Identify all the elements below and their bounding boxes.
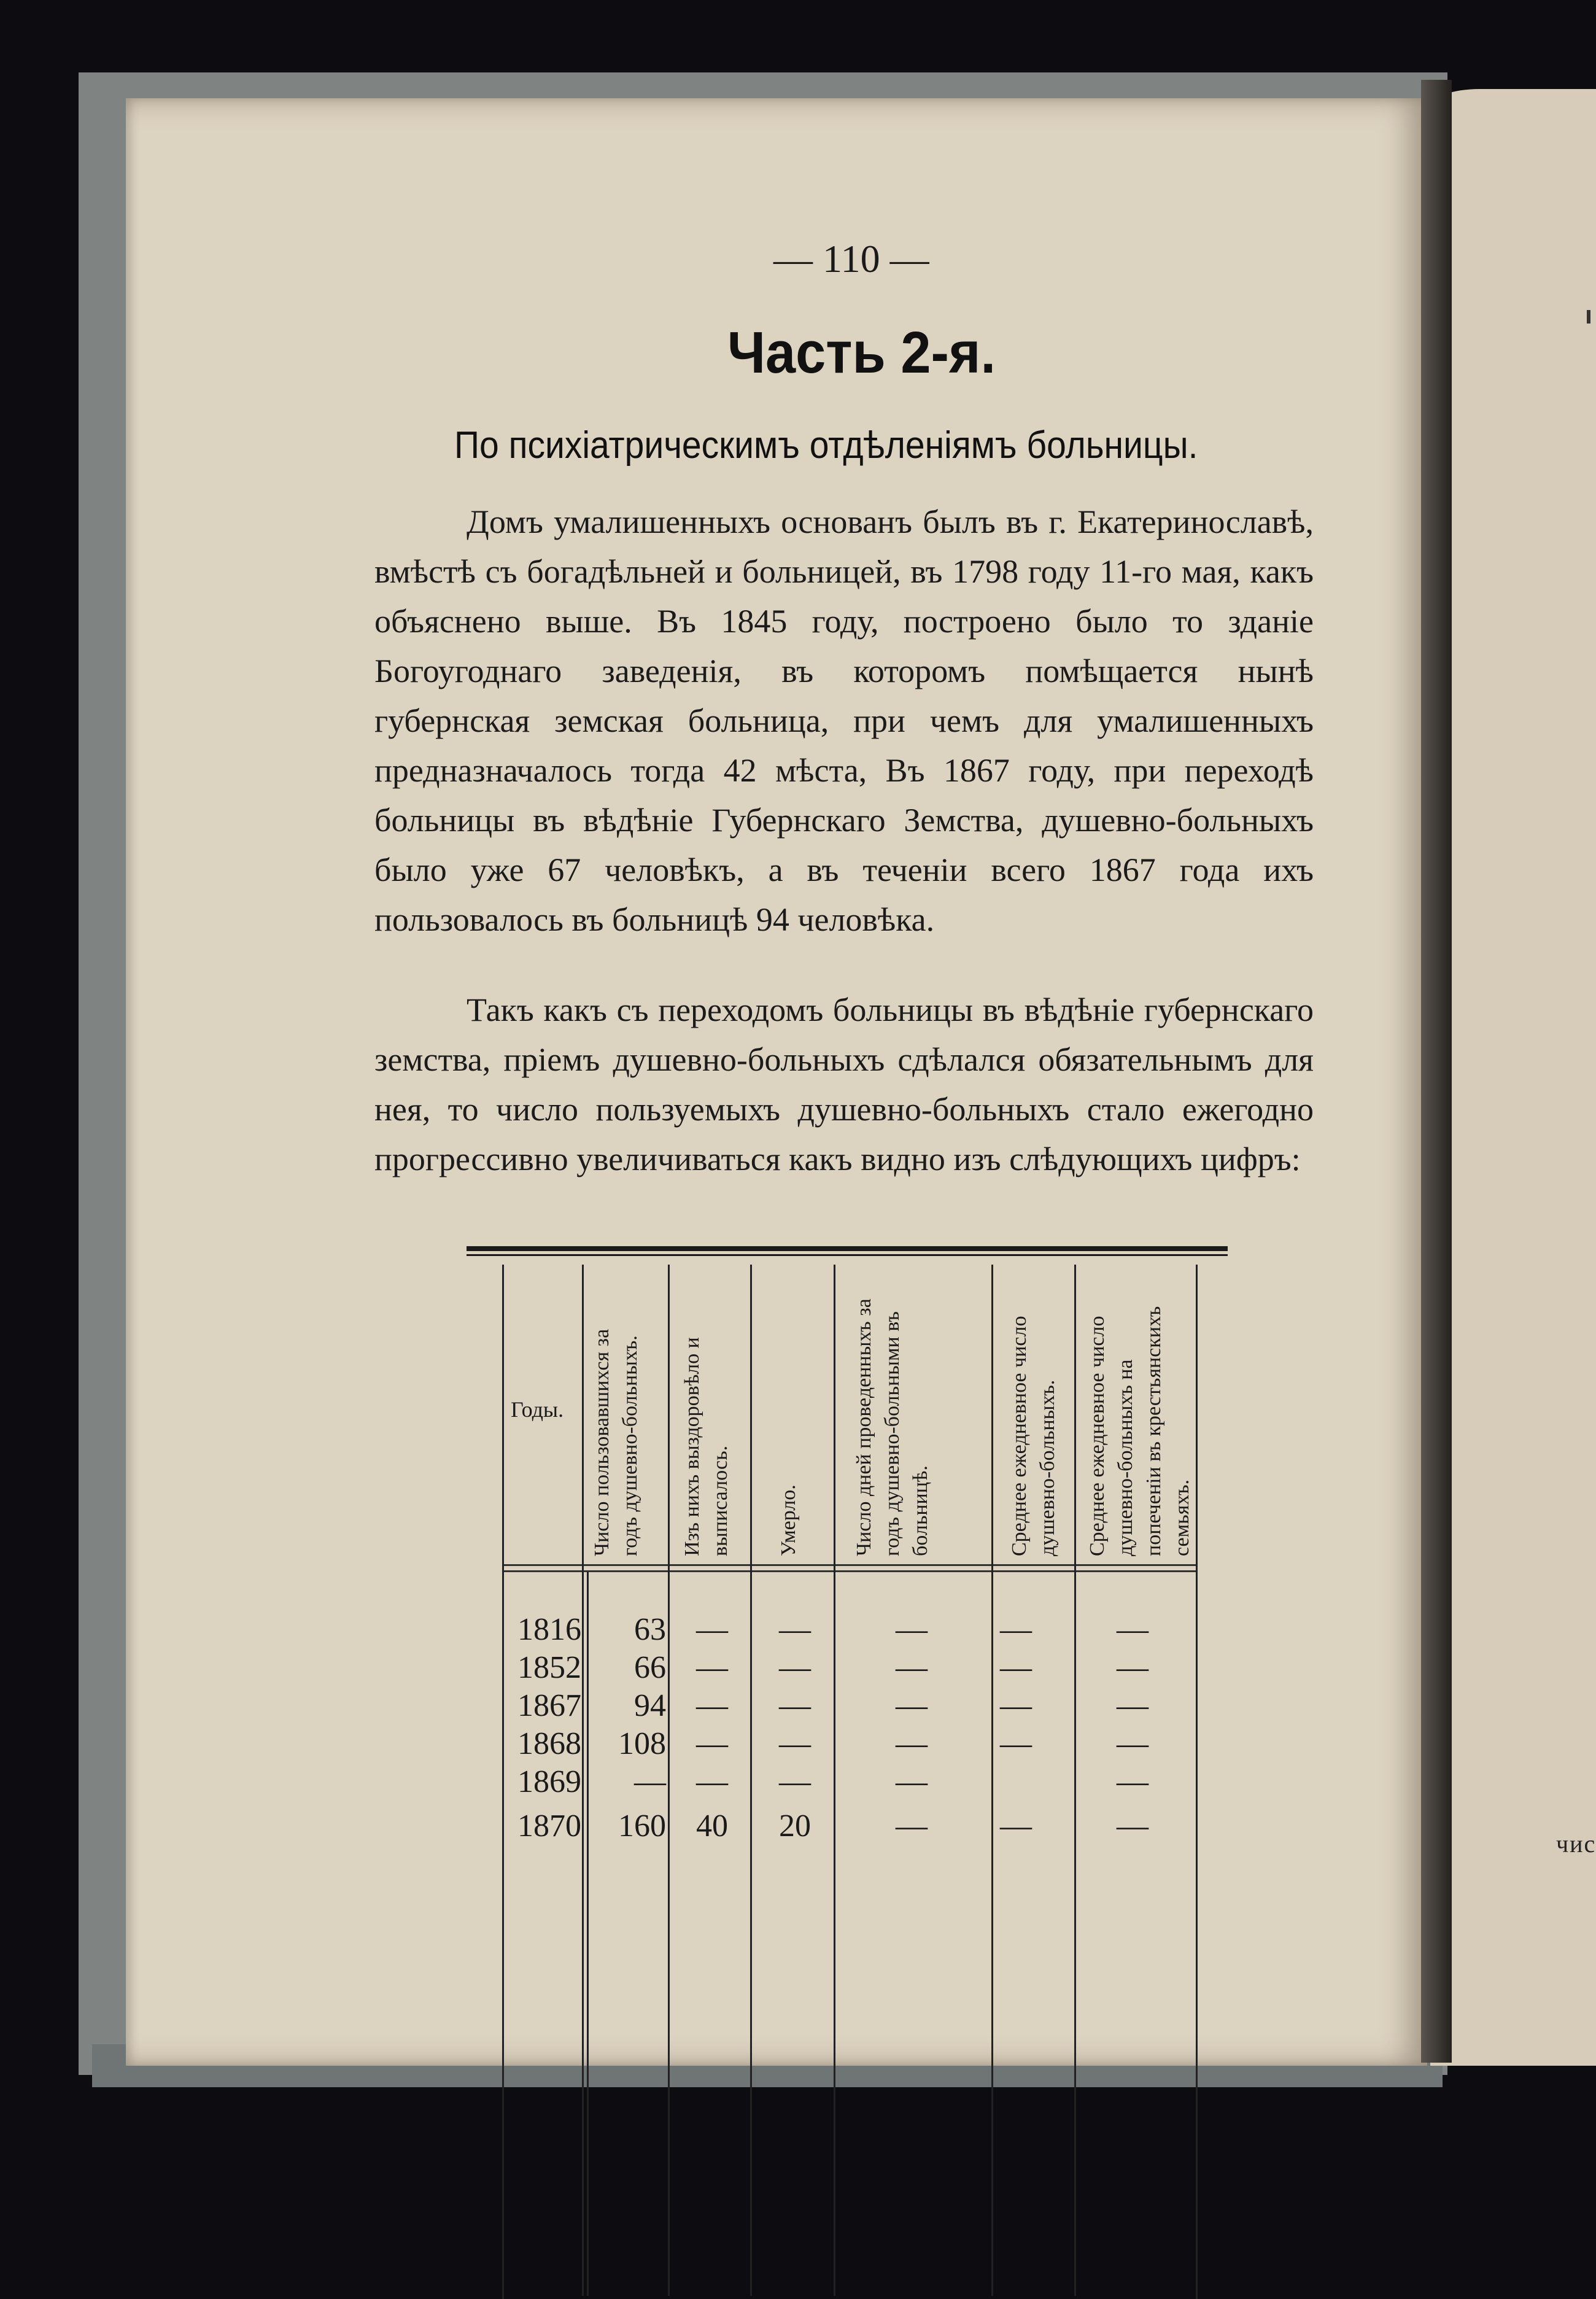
section-subtitle: По психіатрическимъ отдѣленіямъ больницы.: [454, 424, 1198, 467]
table-header-patients: Число пользовавшихся за годъ душевно-больныхъ.: [591, 1328, 641, 1556]
chapter-heading: Часть 2-я.: [727, 320, 996, 386]
died-cell: —: [779, 1688, 811, 1723]
died-cell: —: [779, 1650, 811, 1685]
patient-days-cell: —: [896, 1764, 928, 1799]
facing-page: [1430, 89, 1596, 2066]
table-header-died: Умерло.: [777, 1484, 800, 1556]
paragraph-2: Такъ какъ съ переходомъ больницы въ вѣдѣніе губернскаго земства, пріемъ душевно-больныхъ сдѣлался обязательнымъ для нея, то число пользуемыхъ душевно-больныхъ стало ежегодно прогрессивно увеличиваться какъ видно изъ слѣдующихъ цифръ:: [374, 991, 1314, 1177]
peasant-care-cell: —: [1117, 1688, 1149, 1723]
table-header-patient-days: Число дней проведенныхъ за годъ душевно-больными въ больницѣ.: [853, 1298, 932, 1556]
year-cell: 1868: [517, 1726, 581, 1761]
patient-days-cell: —: [896, 1726, 928, 1761]
daily-average-cell: —: [1000, 1809, 1032, 1843]
table-header-peasant-care: Среднее ежедневное число душевно-больныхъ на попеченіи въ крестьянскихъ семьяхъ.: [1086, 1306, 1193, 1556]
year-cell: 1852: [517, 1650, 581, 1685]
peasant-care-cell: —: [1117, 1726, 1149, 1761]
recovered-cell: —: [696, 1726, 728, 1761]
died-cell: 20: [779, 1809, 811, 1843]
table-top-rule-thin: [467, 1254, 1228, 1256]
patients-cell: 63: [634, 1612, 666, 1647]
recovered-cell: —: [696, 1612, 728, 1647]
column-divider: [668, 1265, 670, 2296]
year-cell: 1816: [517, 1612, 581, 1647]
table-header-years: Годы.: [511, 1397, 564, 1422]
recovered-cell: 40: [696, 1809, 728, 1843]
table-top-rule: [467, 1246, 1228, 1251]
column-divider: [834, 1265, 835, 2296]
patient-days-cell: —: [896, 1650, 928, 1685]
table-left-border: [502, 1265, 504, 2299]
peasant-care-cell: —: [1117, 1650, 1149, 1685]
daily-average-cell: —: [1000, 1612, 1032, 1647]
recovered-cell: —: [696, 1764, 728, 1799]
died-cell: —: [779, 1764, 811, 1799]
column-divider: [582, 1265, 584, 2296]
column-divider-double: [587, 1572, 589, 2296]
facing-page-fragment: чис: [1556, 1830, 1596, 1858]
header-rule: [503, 1564, 1197, 1566]
died-cell: —: [779, 1726, 811, 1761]
table-header-daily-average: Среднее ежедневное число душевно-больныхъ.: [1008, 1316, 1059, 1556]
recovered-cell: —: [696, 1650, 728, 1685]
patients-cell: —: [634, 1764, 666, 1799]
daily-average-cell: —: [1000, 1688, 1032, 1723]
year-cell: 1869: [517, 1764, 581, 1799]
column-divider: [750, 1265, 752, 2296]
peasant-care-cell: —: [1117, 1764, 1149, 1799]
paragraph-1: Домъ умалишенныхъ основанъ былъ въ г. Екатеринославѣ, вмѣстѣ съ богадѣльней и больницей, въ 1798 году 11-го мая, какъ объяснено выше. Въ 1845 году, построено было то зданіе Богоугоднаго заведенія, въ которомъ помѣщается нынѣ губернская земская больница, при чемъ для умалишенныхъ предназначалось тогда 42 мѣста, Въ 1867 году, при переходѣ больницы въ вѣдѣніе Губернскаго Земства, душевно-больныхъ было уже 67 человѣкъ, а въ теченіи всего 1867 года ихъ пользовалось въ больницѣ 94 человѣка.: [374, 503, 1314, 938]
facing-page-mark: [1587, 310, 1590, 324]
year-cell: 1867: [517, 1688, 581, 1723]
patients-cell: 94: [634, 1688, 666, 1723]
page-number: — 110 —: [773, 237, 929, 281]
peasant-care-cell: —: [1117, 1612, 1149, 1647]
column-divider: [991, 1265, 993, 2296]
patient-days-cell: —: [896, 1688, 928, 1723]
patient-days-cell: —: [896, 1612, 928, 1647]
patients-cell: 66: [634, 1650, 666, 1685]
year-cell: 1870: [517, 1809, 581, 1843]
daily-average-cell: —: [1000, 1650, 1032, 1685]
header-rule-double: [503, 1570, 1197, 1572]
died-cell: —: [779, 1612, 811, 1647]
patients-cell: 108: [618, 1726, 666, 1761]
column-divider: [1074, 1265, 1076, 2296]
peasant-care-cell: —: [1117, 1809, 1149, 1843]
daily-average-cell: —: [1000, 1726, 1032, 1761]
recovered-cell: —: [696, 1688, 728, 1723]
book-gutter: [1421, 80, 1452, 2063]
patients-cell: 160: [618, 1809, 666, 1843]
patient-days-cell: —: [896, 1809, 928, 1843]
table-header-recovered: Изъ нихъ выздоровѣло и выписалось.: [681, 1337, 732, 1556]
